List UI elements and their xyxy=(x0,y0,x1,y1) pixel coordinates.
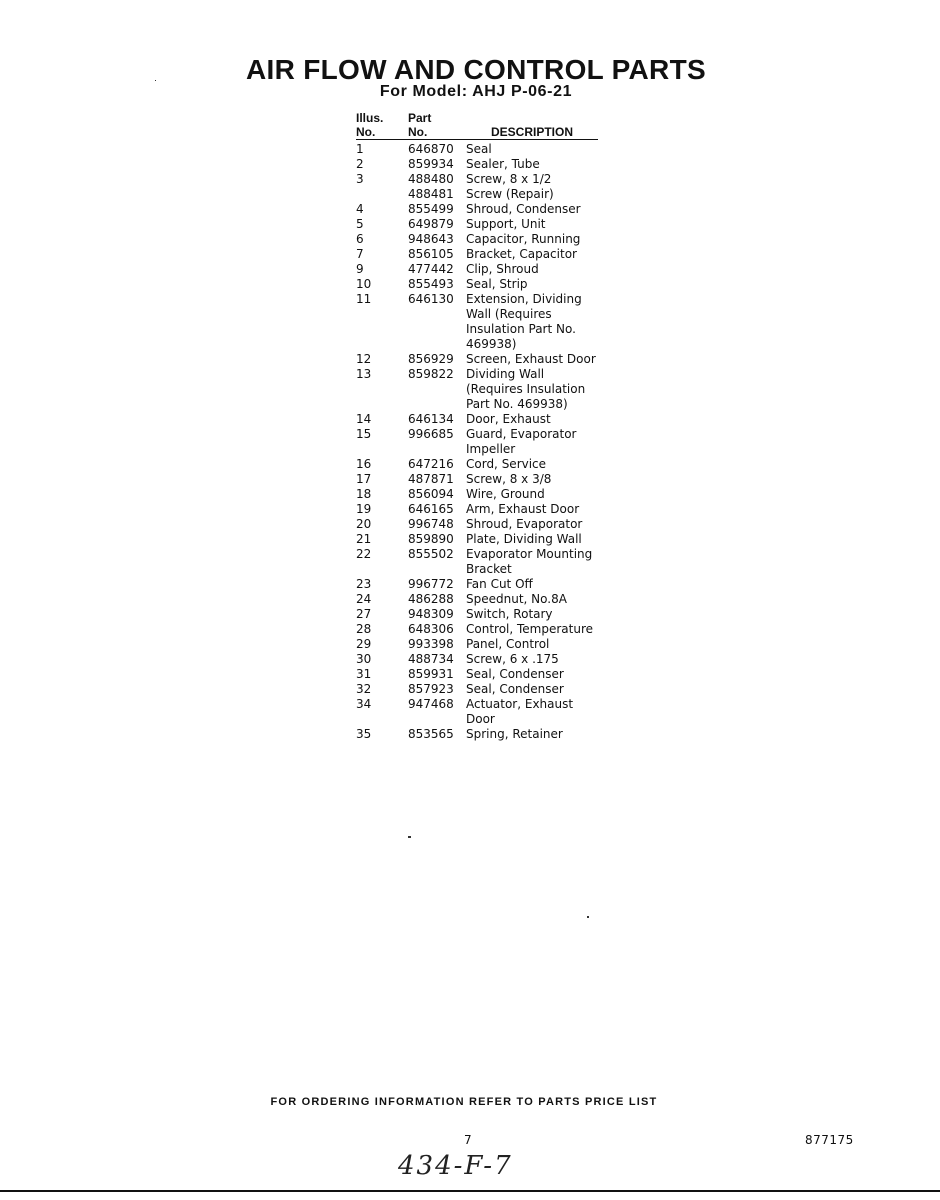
part-no-cell: 488481 xyxy=(408,187,454,201)
part-no-cell: 857923 xyxy=(408,682,454,696)
table-row xyxy=(356,727,598,742)
table-row xyxy=(356,187,598,202)
part-no-cell: 993398 xyxy=(408,637,454,651)
description-cell: Screw, 8 x 1/2 xyxy=(466,172,552,186)
illus-no-cell: 13 xyxy=(356,367,372,381)
illus-no-cell: 22 xyxy=(356,547,372,561)
part-no-cell: 856929 xyxy=(408,352,454,366)
description-cell: Dividing Wall (Requires Insulation Part No. 469938) xyxy=(466,367,586,411)
illus-no-cell: 3 xyxy=(356,172,364,186)
illus-no-cell: 29 xyxy=(356,637,372,651)
description-cell: Seal xyxy=(466,142,492,156)
illus-no-cell: 10 xyxy=(356,277,372,291)
description-cell: Panel, Control xyxy=(466,637,550,651)
illus-no-cell: 19 xyxy=(356,502,372,516)
description-cell: Switch, Rotary xyxy=(466,607,553,621)
illus-no-cell: 20 xyxy=(356,517,372,531)
description-cell: Screen, Exhaust Door xyxy=(466,352,596,366)
description-cell: Screw, 6 x .175 xyxy=(466,652,559,666)
table-header-row xyxy=(356,111,598,140)
table-row xyxy=(356,577,598,592)
description-cell: Door, Exhaust xyxy=(466,412,551,426)
table-row xyxy=(356,532,598,547)
description-cell: Seal, Condenser xyxy=(466,667,564,681)
table-row xyxy=(356,622,598,637)
scan-speck xyxy=(587,916,589,918)
description-cell: Speednut, No.8A xyxy=(466,592,567,606)
part-no-cell: 646130 xyxy=(408,292,454,306)
description-cell: Arm, Exhaust Door xyxy=(466,502,580,516)
part-no-cell: 859931 xyxy=(408,667,454,681)
part-no-cell: 488734 xyxy=(408,652,454,666)
illus-no-cell xyxy=(356,187,408,202)
table-row xyxy=(356,202,598,217)
table-row xyxy=(356,682,598,697)
description-cell: Sealer, Tube xyxy=(466,157,540,171)
description-cell: Shroud, Condenser xyxy=(466,202,581,216)
part-no-cell: 486288 xyxy=(408,592,454,606)
illus-no-cell: 17 xyxy=(356,472,372,486)
page-title: AIR FLOW AND CONTROL PARTS xyxy=(246,54,706,85)
illus-no-cell: 15 xyxy=(356,427,372,441)
table-row xyxy=(356,157,598,172)
illus-no-cell: 30 xyxy=(356,652,372,666)
part-no-cell: 853565 xyxy=(408,727,454,741)
illus-no-cell: 7 xyxy=(356,247,364,261)
table-row xyxy=(356,667,598,682)
part-no-cell: 996748 xyxy=(408,517,454,531)
table-row xyxy=(356,232,598,247)
header-illus-line1: Illus. xyxy=(356,111,384,125)
header-part-no xyxy=(408,111,466,140)
header-illus-no xyxy=(356,111,408,140)
description-cell: Screw, 8 x 3/8 xyxy=(466,472,552,486)
bottom-rule xyxy=(0,1190,940,1192)
table-row xyxy=(356,697,598,727)
part-no-cell: 859890 xyxy=(408,532,454,546)
part-no-cell: 649879 xyxy=(408,217,454,231)
table-row xyxy=(356,277,598,292)
description-cell: Evaporator Mounting Bracket xyxy=(466,547,593,576)
parts-table-body xyxy=(356,140,598,743)
illus-no-cell: 31 xyxy=(356,667,372,681)
table-row xyxy=(356,472,598,487)
table-row xyxy=(356,217,598,232)
table-row xyxy=(356,247,598,262)
description-cell: Cord, Service xyxy=(466,457,547,471)
illus-no-cell: 21 xyxy=(356,532,372,546)
document-number: 877175 xyxy=(805,1133,854,1147)
part-no-cell: 859934 xyxy=(408,157,454,171)
table-row xyxy=(356,517,598,532)
description-cell: Seal, Strip xyxy=(466,277,528,291)
table-row xyxy=(356,547,598,577)
illus-no-cell: 11 xyxy=(356,292,372,306)
description-cell: Clip, Shroud xyxy=(466,262,539,276)
illus-no-cell: 5 xyxy=(356,217,364,231)
illus-no-cell: 14 xyxy=(356,412,372,426)
part-no-cell: 646165 xyxy=(408,502,454,516)
illus-no-cell: 18 xyxy=(356,487,372,501)
header-part-line1: Part xyxy=(408,111,432,125)
table-row xyxy=(356,607,598,622)
header-illus-line2: No. xyxy=(356,125,376,139)
part-no-cell: 996772 xyxy=(408,577,454,591)
header-description: DESCRIPTION xyxy=(466,111,598,140)
part-no-cell: 855493 xyxy=(408,277,454,291)
table-row xyxy=(356,352,598,367)
illus-no-cell: 32 xyxy=(356,682,372,696)
part-no-cell: 996685 xyxy=(408,427,454,441)
table-row xyxy=(356,172,598,187)
description-cell: Support, Unit xyxy=(466,217,546,231)
table-row xyxy=(356,292,598,352)
ordering-note: FOR ORDERING INFORMATION REFER TO PARTS PRICE LIST xyxy=(270,1096,658,1108)
illus-no-cell: 6 xyxy=(356,232,364,246)
description-cell: Wire, Ground xyxy=(466,487,545,501)
part-no-cell: 646134 xyxy=(408,412,454,426)
table-row xyxy=(356,457,598,472)
description-cell: Fan Cut Off xyxy=(466,577,533,591)
handwritten-annotation: 434-F-7 xyxy=(398,1151,513,1181)
table-row xyxy=(356,367,598,412)
description-cell: Spring, Retainer xyxy=(466,727,563,741)
description-cell: Capacitor, Running xyxy=(466,232,581,246)
illus-no-cell: 24 xyxy=(356,592,372,606)
description-cell: Shroud, Evaporator xyxy=(466,517,583,531)
illus-no-cell: 23 xyxy=(356,577,372,591)
description-cell: Control, Temperature xyxy=(466,622,594,636)
part-no-cell: 855499 xyxy=(408,202,454,216)
scan-speck xyxy=(155,80,156,81)
table-row xyxy=(356,262,598,277)
table-row xyxy=(356,502,598,517)
illus-no-cell: 4 xyxy=(356,202,364,216)
description-cell: Guard, Evaporator Impeller xyxy=(466,427,577,456)
table-row xyxy=(356,637,598,652)
scan-speck xyxy=(408,836,411,838)
part-no-cell: 646870 xyxy=(408,142,454,156)
table-row xyxy=(356,592,598,607)
description-cell: Extension, Dividing Wall (Requires Insulation Part No. 469938) xyxy=(466,292,582,351)
part-no-cell: 487871 xyxy=(408,472,454,486)
part-no-cell: 477442 xyxy=(408,262,454,276)
page-number: 7 xyxy=(464,1133,472,1147)
description-cell: Bracket, Capacitor xyxy=(466,247,577,261)
part-no-cell: 859822 xyxy=(408,367,454,381)
illus-no-cell: 16 xyxy=(356,457,372,471)
model-subtitle: For Model: AHJ P-06-21 xyxy=(379,83,573,100)
parts-table xyxy=(356,111,598,742)
part-no-cell: 647216 xyxy=(408,457,454,471)
table-row xyxy=(356,487,598,502)
description-cell: Seal, Condenser xyxy=(466,682,564,696)
part-no-cell: 948309 xyxy=(408,607,454,621)
illus-no-cell: 27 xyxy=(356,607,372,621)
table-row xyxy=(356,427,598,457)
illus-no-cell: 2 xyxy=(356,157,364,171)
part-no-cell: 648306 xyxy=(408,622,454,636)
illus-no-cell: 34 xyxy=(356,697,372,711)
illus-no-cell: 9 xyxy=(356,262,364,276)
description-cell: Plate, Dividing Wall xyxy=(466,532,582,546)
part-no-cell: 856105 xyxy=(408,247,454,261)
illus-no-cell: 28 xyxy=(356,622,372,636)
illus-no-cell: 1 xyxy=(356,142,364,156)
description-cell: Actuator, Exhaust Door xyxy=(466,697,574,726)
table-row xyxy=(356,652,598,667)
part-no-cell: 947468 xyxy=(408,697,454,711)
part-no-cell: 855502 xyxy=(408,547,454,561)
description-cell: Screw (Repair) xyxy=(466,187,554,201)
table-row xyxy=(356,140,598,158)
part-no-cell: 948643 xyxy=(408,232,454,246)
part-no-cell: 488480 xyxy=(408,172,454,186)
header-part-line2: No. xyxy=(408,125,428,139)
illus-no-cell: 35 xyxy=(356,727,372,741)
part-no-cell: 856094 xyxy=(408,487,454,501)
illus-no-cell: 12 xyxy=(356,352,372,366)
table-row xyxy=(356,412,598,427)
